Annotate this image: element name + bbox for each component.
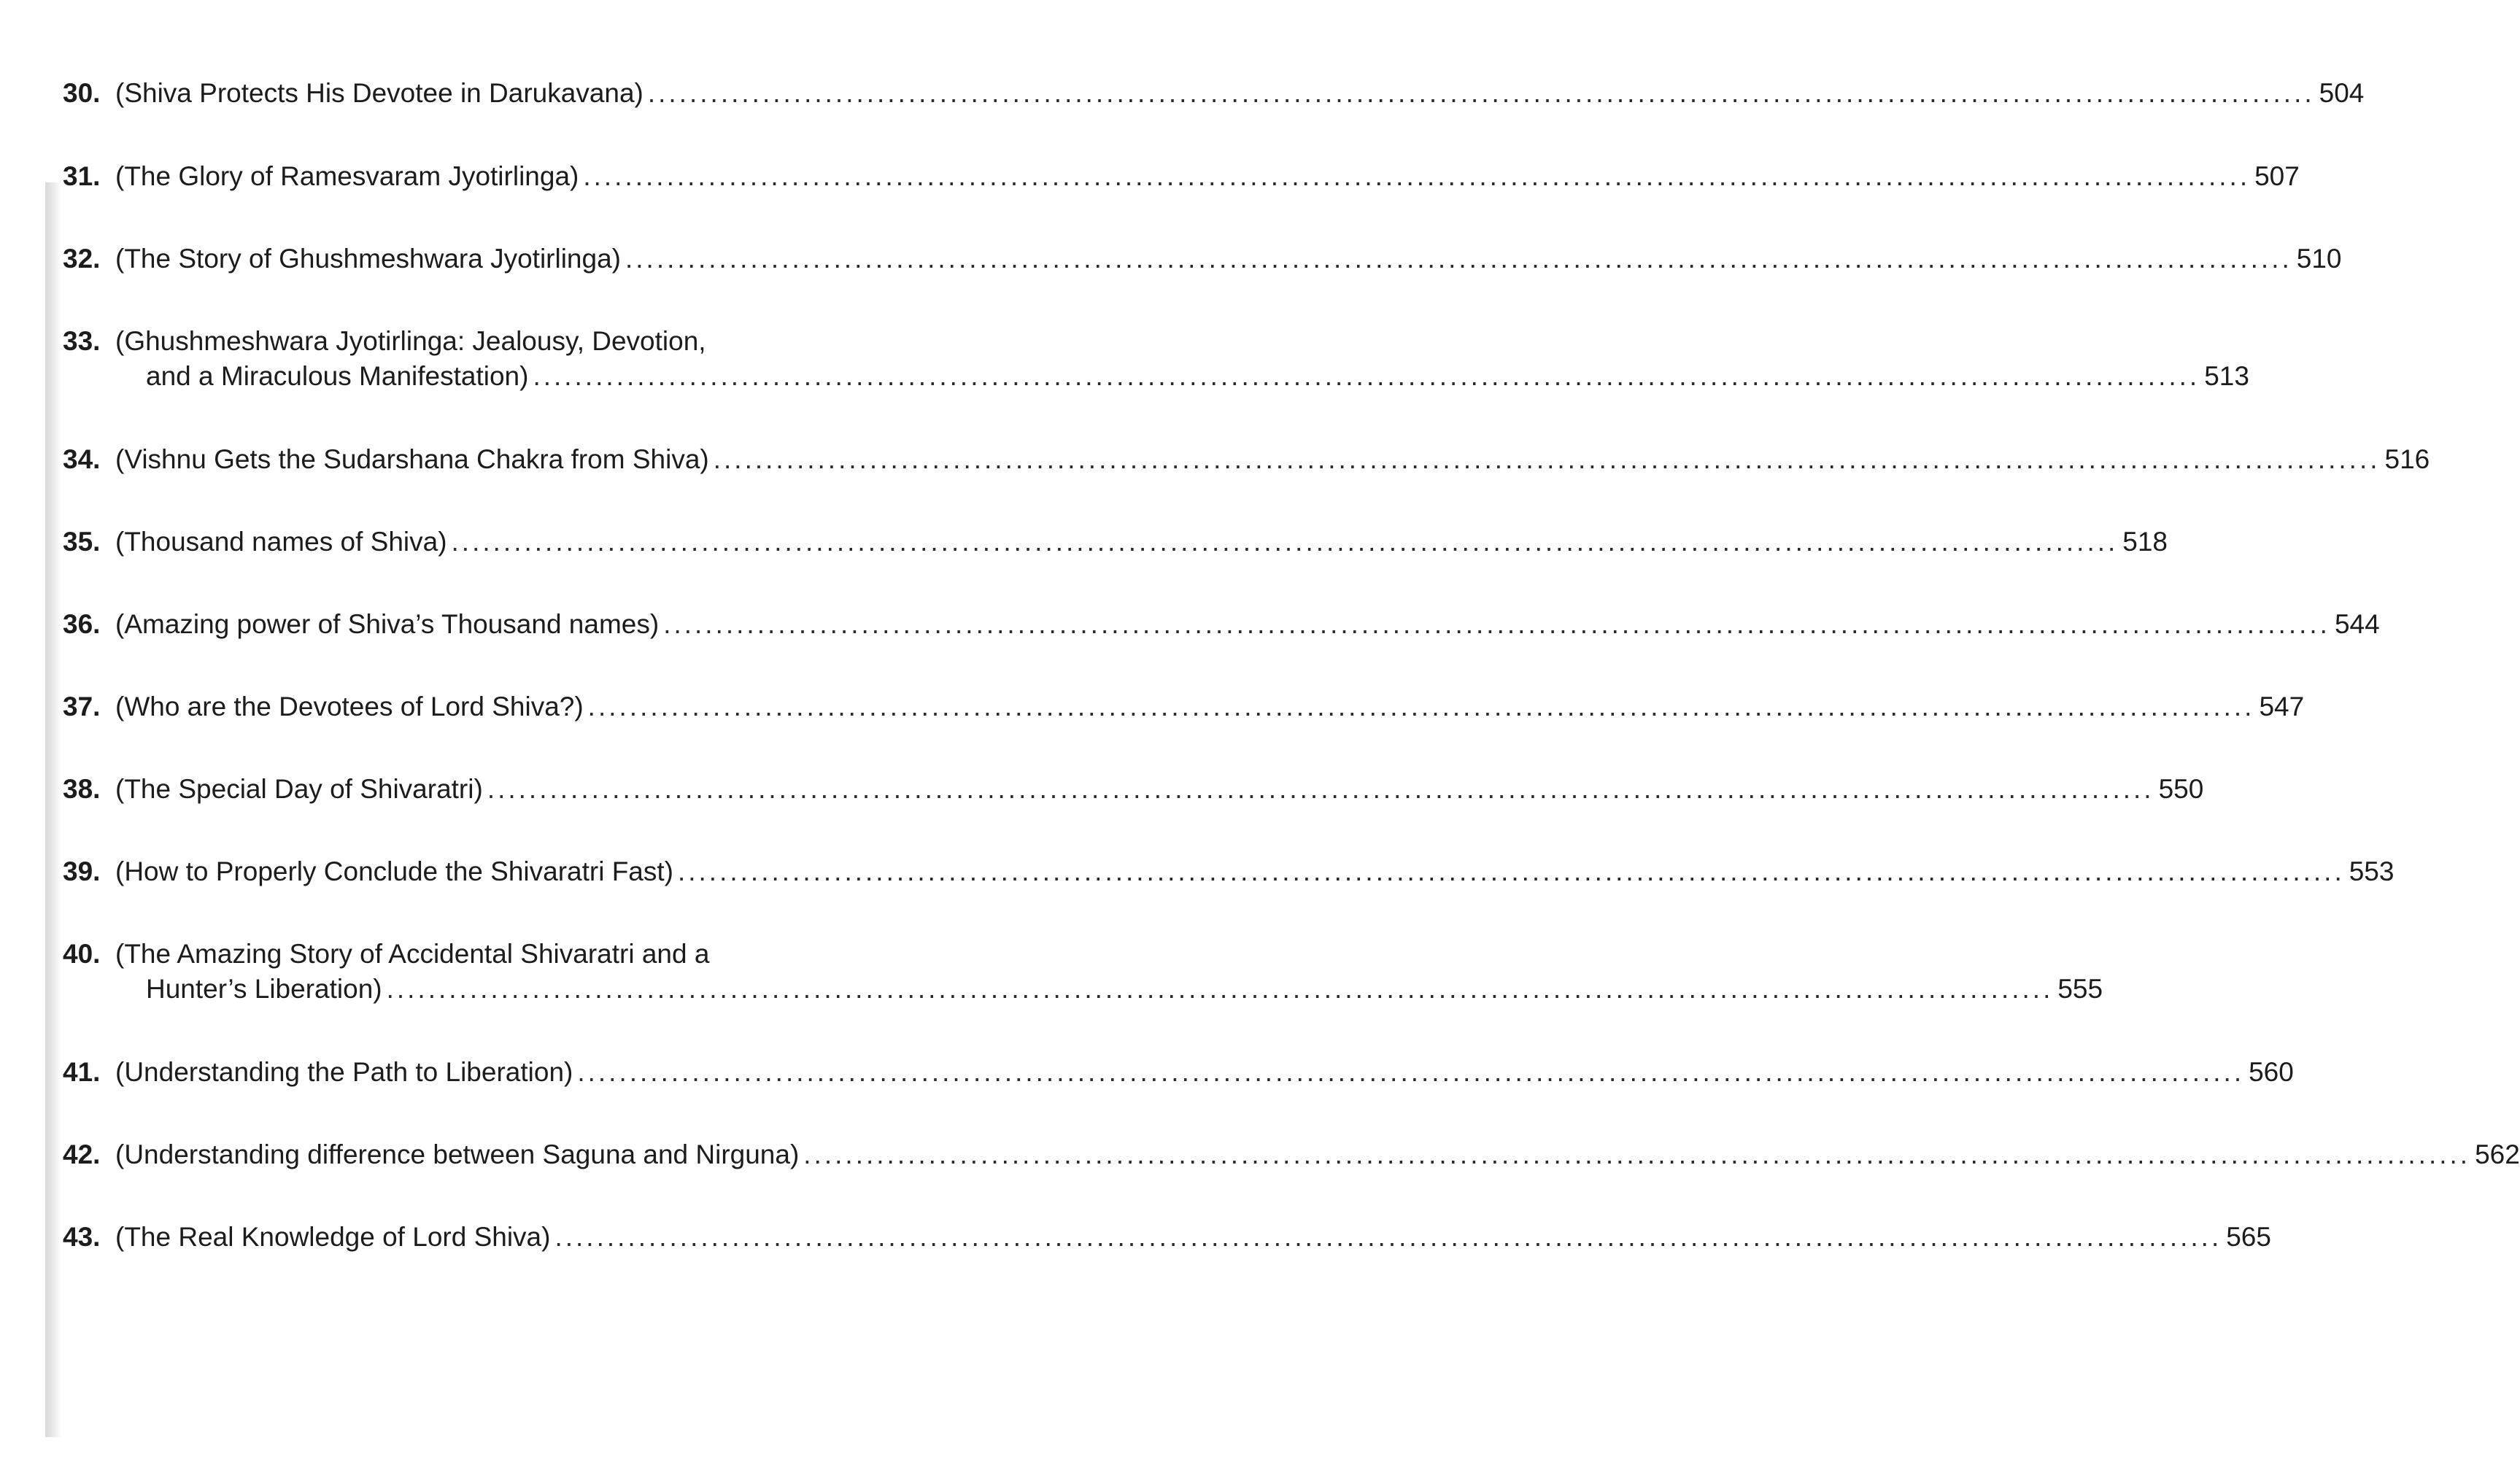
entry-number: 31. (63, 161, 101, 191)
toc-entry-34[interactable] (63, 442, 2430, 477)
toc-entry-30[interactable] (63, 76, 2365, 111)
dot-leader: ................................................................................................................................................................ (533, 361, 2200, 391)
dot-leader: ................................................................................................................................................................ (451, 527, 2119, 557)
page-gutter-shadow (45, 182, 61, 1437)
entry-title: (Vishnu Gets the Sudarshana Chakra from Shiva) (115, 444, 709, 474)
entry-number: 42. (63, 1139, 101, 1169)
entry-number: 36. (63, 609, 101, 639)
entry-title: (Who are the Devotees of Lord Shiva?) (115, 692, 584, 721)
entry-page: 562 (2475, 1139, 2520, 1169)
entry-title: (Ghushmeshwara Jyotirlinga: Jealousy, Devotion, (115, 326, 706, 356)
dot-leader: ................................................................................................................................................................ (587, 692, 2255, 721)
entry-page: 553 (2349, 856, 2395, 886)
toc-entry-43[interactable] (63, 1220, 2271, 1255)
entry-title: (Shiva Protects His Devotee in Darukavana) (115, 78, 643, 108)
entry-number: 34. (63, 444, 101, 474)
entry-page: 560 (2249, 1057, 2294, 1087)
entry-title: (Amazing power of Shiva’s Thousand names) (115, 609, 660, 639)
entry-page: 544 (2334, 609, 2380, 639)
toc-entry-38[interactable] (63, 772, 2204, 807)
dot-leader: ................................................................................................................................................................ (647, 78, 2315, 108)
dot-leader: ................................................................................................................................................................ (577, 1057, 2245, 1087)
entry-number: 40. (63, 939, 101, 969)
entry-title: (The Special Day of Shivaratri) (115, 774, 483, 804)
entry-page: 504 (2319, 78, 2365, 108)
toc-entry-33[interactable] (63, 324, 2249, 394)
toc-entry-36[interactable] (63, 607, 2380, 642)
entry-title: (The Glory of Ramesvaram Jyotirlinga) (115, 161, 579, 191)
entry-page: 510 (2296, 244, 2342, 274)
entry-title: (The Real Knowledge of Lord Shiva) (115, 1222, 551, 1252)
dot-leader: ................................................................................................................................................................ (663, 609, 2330, 639)
dot-leader: ................................................................................................................................................................ (554, 1222, 2222, 1252)
dot-leader: ................................................................................................................................................................ (583, 161, 2251, 191)
entry-page: 516 (2384, 444, 2430, 474)
entry-number: 35. (63, 527, 101, 557)
entry-page: 547 (2259, 692, 2305, 721)
entry-page: 550 (2158, 774, 2204, 804)
toc-entry-32[interactable] (63, 241, 2342, 276)
entry-number: 39. (63, 856, 101, 886)
toc-entry-42[interactable] (63, 1137, 2520, 1172)
entry-number: 33. (63, 326, 101, 356)
toc-entry-37[interactable] (63, 689, 2305, 724)
toc-entry-39[interactable] (63, 854, 2395, 889)
entry-page: 507 (2254, 161, 2300, 191)
toc-entry-35[interactable] (63, 525, 2168, 560)
entry-number: 37. (63, 692, 101, 721)
entry-page: 565 (2226, 1222, 2271, 1252)
dot-leader: ................................................................................................................................................................ (677, 856, 2345, 886)
entry-title: (Understanding difference between Saguna and Nirguna) (115, 1139, 800, 1169)
toc-entry-31[interactable] (63, 159, 2300, 194)
toc-entry-40[interactable] (63, 937, 2103, 1007)
dot-leader: ................................................................................................................................................................ (386, 974, 2054, 1004)
entry-title: (Thousand names of Shiva) (115, 527, 447, 557)
entry-number: 30. (63, 78, 101, 108)
toc-entry-41[interactable] (63, 1055, 2294, 1090)
entry-title-continued: and a Miraculous Manifestation) (146, 361, 529, 391)
entry-page: 518 (2122, 527, 2168, 557)
entry-title-continued: Hunter’s Liberation) (146, 974, 382, 1004)
entry-title: (How to Properly Conclude the Shivaratri Fast) (115, 856, 673, 886)
dot-leader: ................................................................................................................................................................ (803, 1139, 2471, 1169)
dot-leader: ................................................................................................................................................................ (713, 444, 2381, 474)
dot-leader: ................................................................................................................................................................ (487, 774, 2154, 804)
entry-number: 43. (63, 1222, 101, 1252)
entry-number: 32. (63, 244, 101, 274)
entry-title: (The Amazing Story of Accidental Shivaratri and a (115, 939, 710, 969)
entry-number: 38. (63, 774, 101, 804)
entry-number: 41. (63, 1057, 101, 1087)
entry-page: 513 (2204, 361, 2249, 391)
entry-title: (Understanding the Path to Liberation) (115, 1057, 573, 1087)
dot-leader: ................................................................................................................................................................ (625, 244, 2292, 274)
entry-title: (The Story of Ghushmeshwara Jyotirlinga) (115, 244, 621, 274)
entry-page: 555 (2057, 974, 2103, 1004)
